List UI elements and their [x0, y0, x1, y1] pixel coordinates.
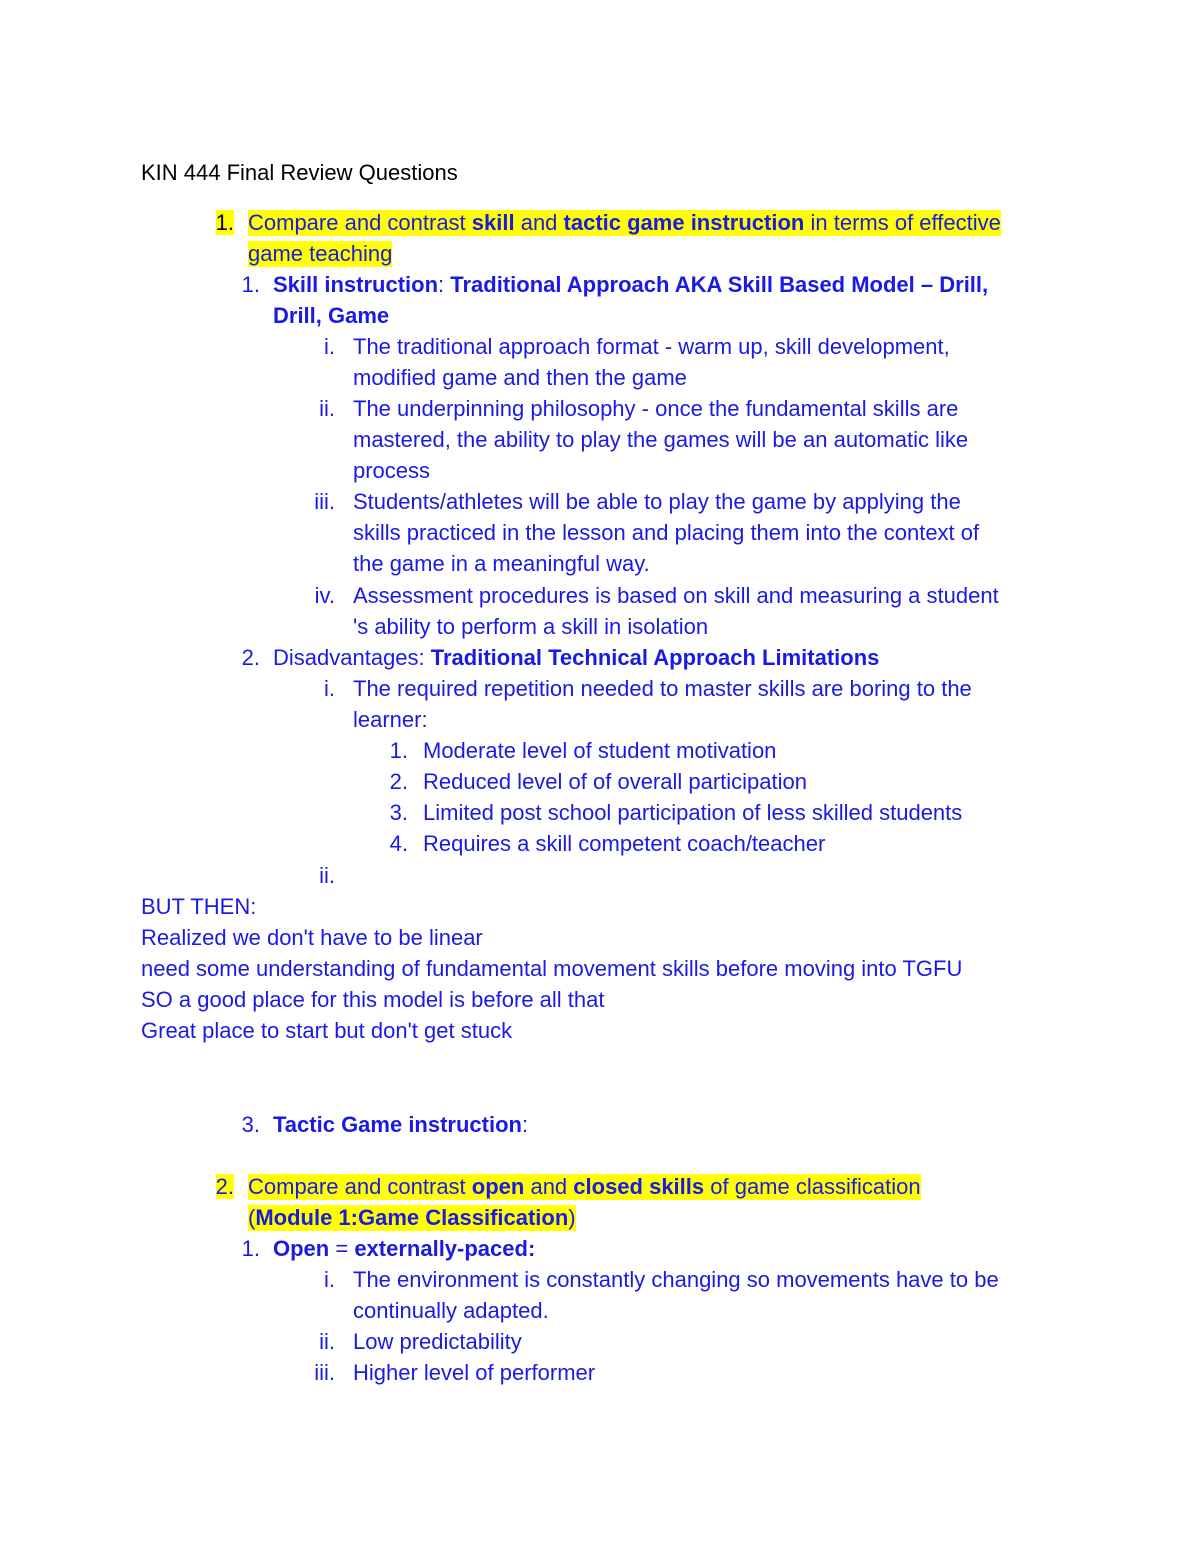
q2-s1-heading: Open = externally-paced:: [273, 1236, 536, 1261]
q1-s1-item-text: The traditional approach format - warm up, skill development,: [353, 334, 950, 359]
q2-s1-item-text: Higher level of performer: [353, 1360, 596, 1385]
q1-s2-heading: Disadvantages: Traditional Technical Approach Limitations: [273, 645, 880, 670]
q1-s1-item-text: Students/athletes will be able to play the game by applying the: [353, 489, 961, 514]
note-line: Realized we don't have to be linear: [141, 925, 483, 950]
sublist-marker: 2.: [389, 769, 408, 794]
q1-s1-item-text: The underpinning philosophy - once the fundamental skills are: [353, 396, 959, 421]
sublist-item: Reduced level of of overall participation: [423, 769, 808, 794]
q2-line2: (Module 1:Game Classification): [248, 1205, 576, 1230]
q1-s1-item-marker: iv.: [314, 583, 335, 608]
sublist-item: Requires a skill competent coach/teacher: [423, 831, 826, 856]
q1-line1: Compare and contrast skill and tactic game instruction in terms of effective: [248, 210, 1001, 235]
q1-s1-item-marker: ii.: [319, 396, 335, 421]
q2-s1-item-text: The environment is constantly changing so movements have to be: [353, 1267, 999, 1292]
sublist-marker: 3.: [389, 800, 408, 825]
q1-s1-item-text: mastered, the ability to play the games will be an automatic like: [353, 427, 969, 452]
q1-s2-item-marker: i.: [324, 676, 335, 701]
q1-s2-item-marker: ii.: [319, 863, 335, 888]
q2-s1-item-marker: ii.: [319, 1329, 335, 1354]
note-line: need some understanding of fundamental movement skills before moving into TGFU: [141, 956, 963, 981]
q1-s1-item-marker: iii.: [314, 489, 335, 514]
sublist-item: Moderate level of student motivation: [423, 738, 777, 763]
q2-s1-item-text: continually adapted.: [353, 1298, 549, 1323]
q1-s1-item-marker: i.: [324, 334, 335, 359]
q1-line2: game teaching: [248, 241, 393, 266]
q1-s1-item-text: skills practiced in the lesson and placing them into the context of: [353, 520, 980, 545]
q1-s1-item-text: modified game and then the game: [353, 365, 687, 390]
note-line: BUT THEN:: [141, 894, 257, 919]
q2-s1-item-marker: iii.: [314, 1360, 335, 1385]
q1-s1-item-text: the game in a meaningful way.: [353, 551, 650, 576]
q1-s1-item-text: 's ability to perform a skill in isolation: [353, 614, 709, 639]
note-line: Great place to start but don't get stuck: [141, 1018, 513, 1043]
q2-number: 2.: [215, 1174, 234, 1199]
sublist-marker: 4.: [389, 831, 408, 856]
q1-s1-heading: Skill instruction: Traditional Approach AKA Skill Based Model – Drill,: [273, 272, 989, 297]
q2-line1: Compare and contrast open and closed skills of game classification: [248, 1174, 921, 1199]
q1-s1-number: 1.: [241, 272, 260, 297]
q1-s1-item-text: process: [353, 458, 431, 483]
q1-s1-heading-line2: Drill, Game: [273, 303, 390, 328]
q1-number: 1.: [215, 210, 234, 235]
q1-s3-number: 3.: [241, 1112, 260, 1137]
note-line: SO a good place for this model is before all that: [141, 987, 605, 1012]
sublist-marker: 1.: [389, 738, 408, 763]
q1-s2-number: 2.: [241, 645, 260, 670]
q2-s1-number: 1.: [241, 1236, 260, 1261]
q1-s2-item-text: learner:: [353, 707, 428, 732]
q1-s1-item-text: Assessment procedures is based on skill and measuring a student: [353, 583, 999, 608]
document-title: KIN 444 Final Review Questions: [141, 160, 458, 185]
q1-s3-heading: Tactic Game instruction:: [273, 1112, 529, 1137]
sublist-item: Limited post school participation of less skilled students: [423, 800, 963, 825]
q2-s1-item-marker: i.: [324, 1267, 335, 1292]
q1-s2-item-text: The required repetition needed to master skills are boring to the: [353, 676, 972, 701]
q2-s1-item-text: Low predictability: [353, 1329, 522, 1354]
